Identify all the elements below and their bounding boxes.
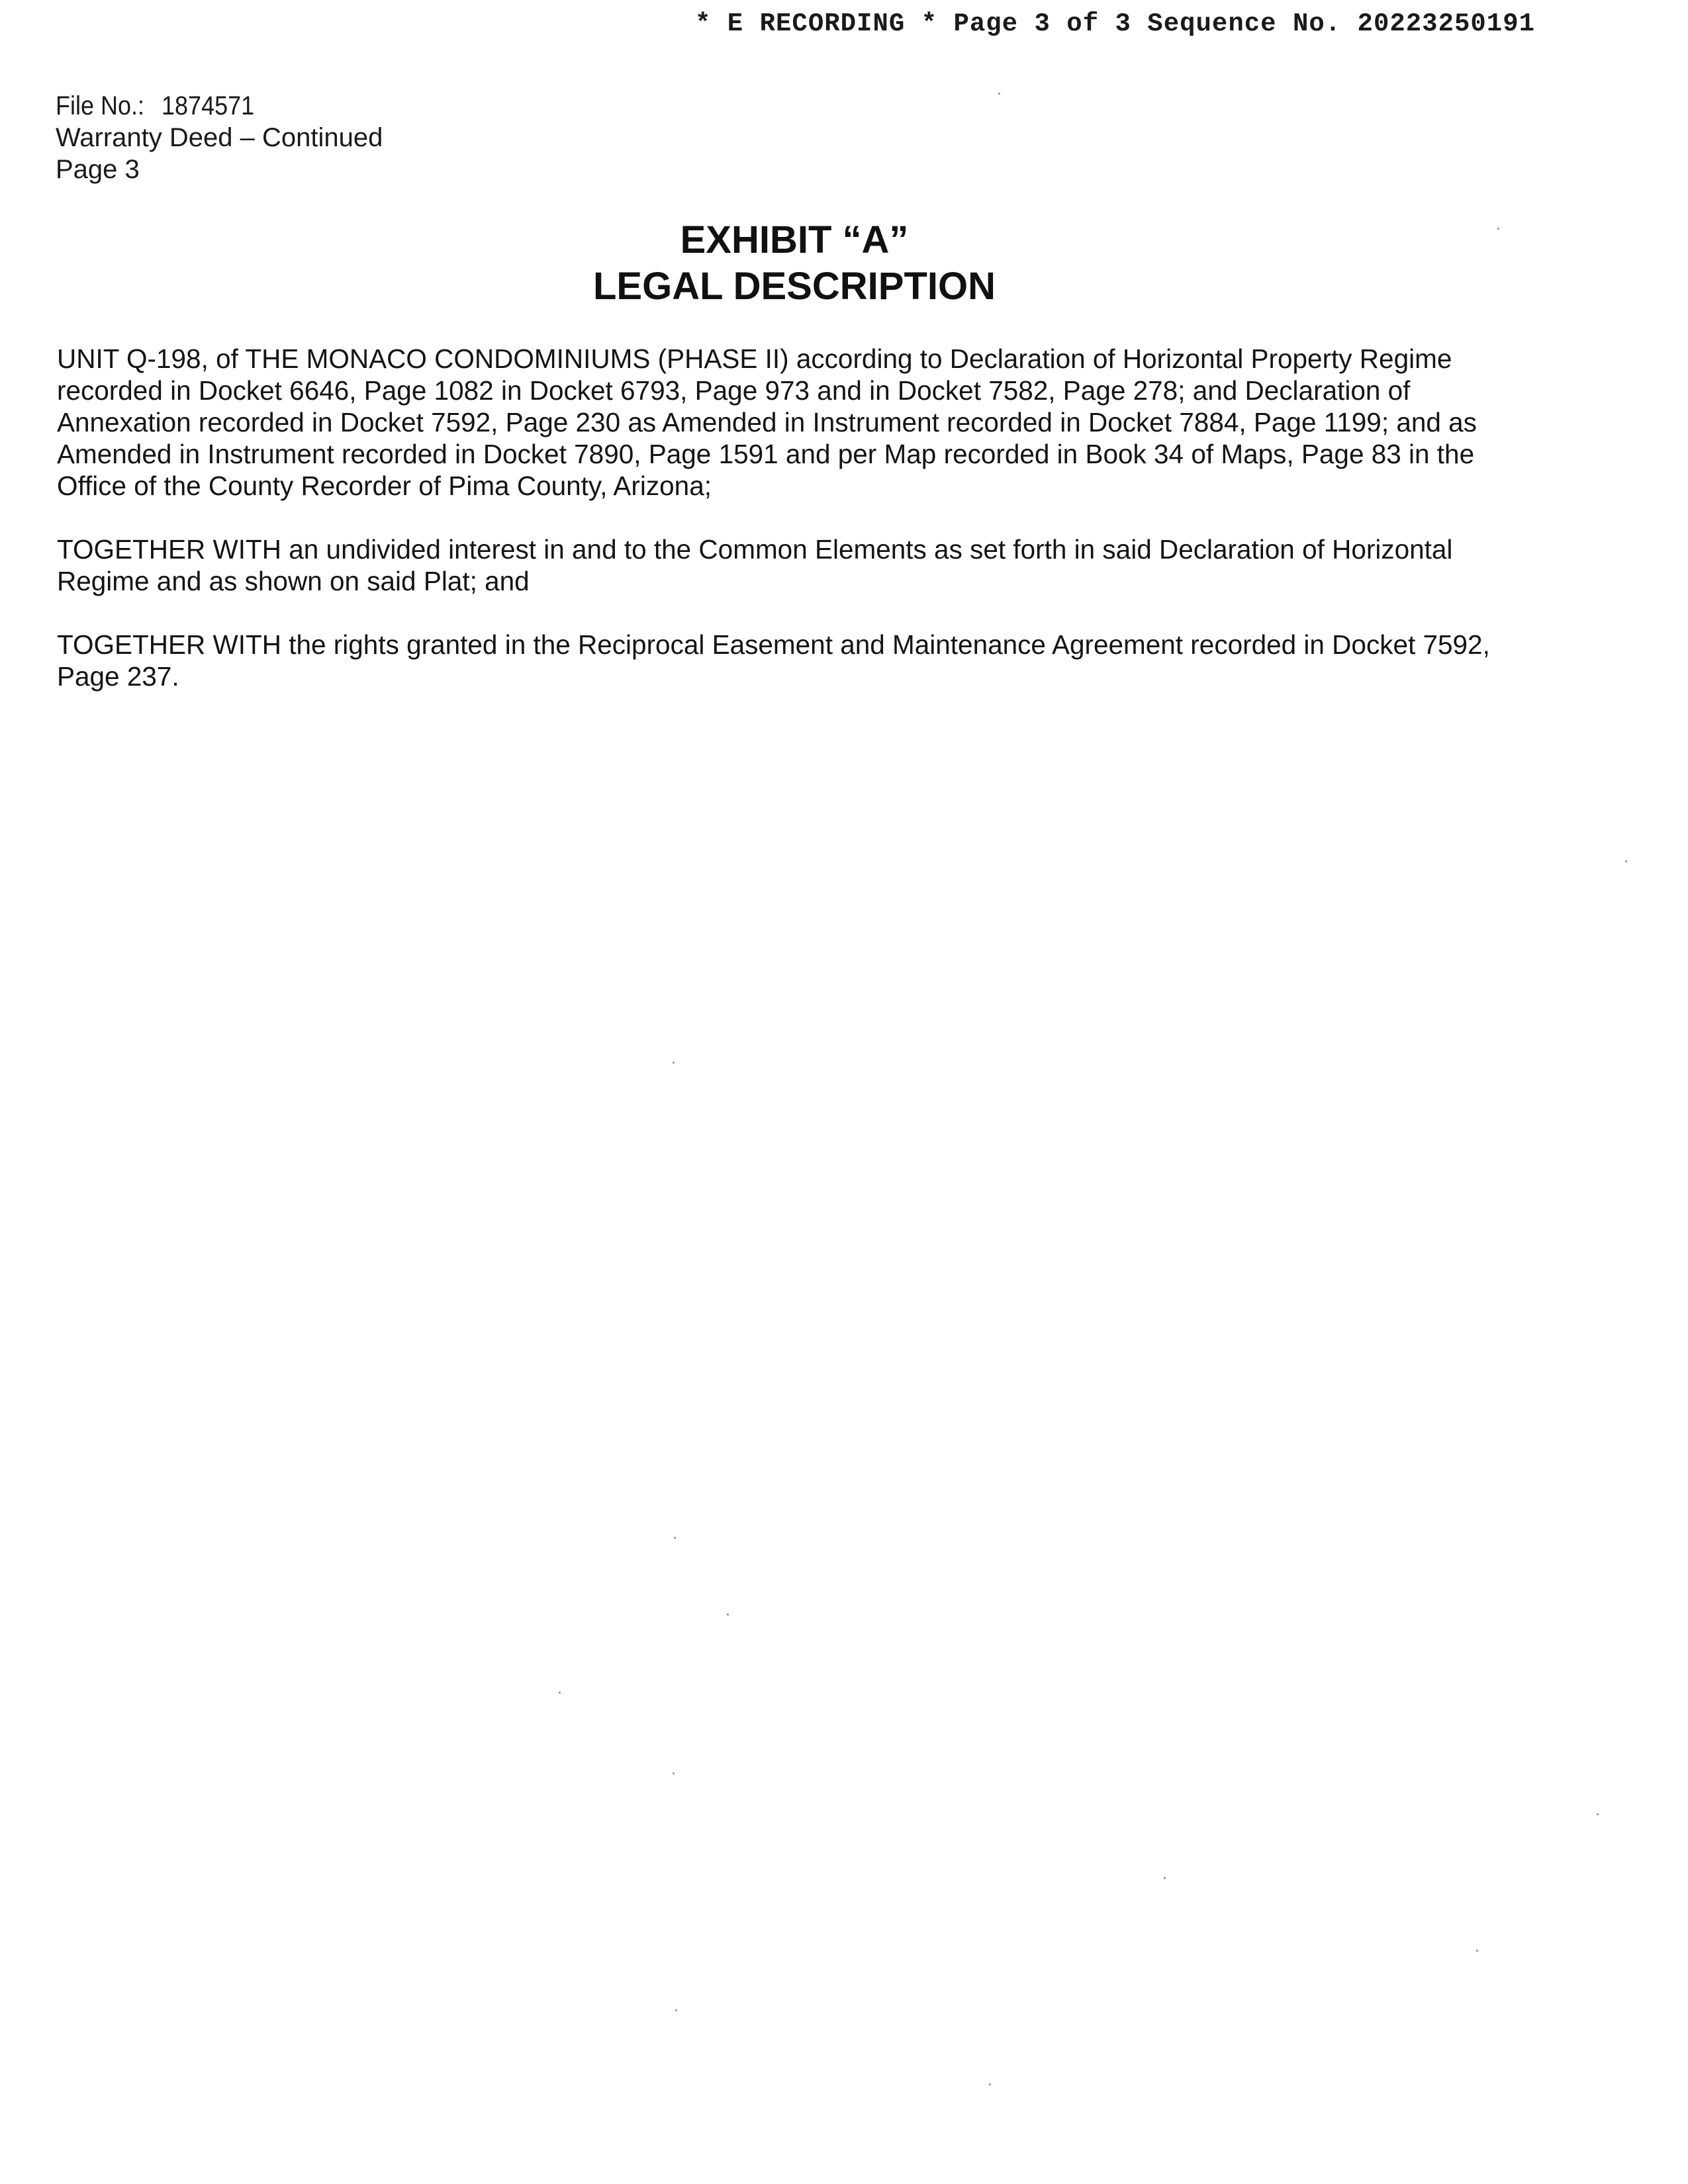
- exhibit-title-block: [0, 217, 1589, 310]
- file-number-value: 1874571: [162, 91, 255, 120]
- file-info-block: [56, 90, 383, 185]
- scan-speck: [1497, 228, 1499, 230]
- scan-speck: [1164, 1877, 1166, 1879]
- scan-speck: [673, 1772, 675, 1774]
- exhibit-subtitle: LEGAL DESCRIPTION: [593, 265, 996, 308]
- legal-paragraph-unit: UNIT Q-198, of THE MONACO CONDOMINIUMS (PHASE II) according to Declaration of Horizontal Property Regime recorded in Docket 6646, Page 1082 in Docket 6793, Page 973 and in Docket 7582, Page 278; and Declaration of Annexation recorded in Docket 7592, Page 230 as Amended in Instrument recorded in Docket 7884, Page 1199; and as Amended in Instrument recorded in Docket 7890, Page 1591 and per Map recorded in Book 34 of Maps, Page 83 in the Office of the County Recorder of Pima County, Arizona;: [57, 343, 1477, 501]
- scan-speck: [727, 1614, 729, 1615]
- legal-paragraph-common-elements: TOGETHER WITH an undivided interest in and to the Common Elements as set forth in said Declaration of Horizontal Regime and as shown on said Plat; and: [57, 534, 1453, 596]
- scan-speck: [675, 2009, 677, 2011]
- scan-speck: [673, 1062, 675, 1064]
- scan-speck: [1476, 1950, 1478, 1952]
- deed-type-line: Warranty Deed – Continued: [56, 123, 383, 152]
- file-number-line: [56, 90, 383, 122]
- file-number-label: File No.:: [56, 91, 145, 120]
- scan-speck: [989, 2083, 991, 2085]
- legal-description-body: [57, 343, 1546, 724]
- scan-speck: [1625, 860, 1627, 862]
- recording-stamp-header: * E RECORDING * Page 3 of 3 Sequence No. 20223250191: [695, 9, 1535, 38]
- scan-speck: [998, 93, 1000, 95]
- scan-speck: [674, 1537, 676, 1539]
- page-number-line: Page 3: [56, 155, 140, 184]
- scan-speck: [1597, 1813, 1599, 1815]
- legal-paragraph-easement: TOGETHER WITH the rights granted in the Reciprocal Easement and Maintenance Agreement recorded in Docket 7592, Page 237.: [57, 629, 1490, 692]
- scan-speck: [559, 1692, 561, 1694]
- exhibit-title: EXHIBIT “A”: [680, 218, 909, 261]
